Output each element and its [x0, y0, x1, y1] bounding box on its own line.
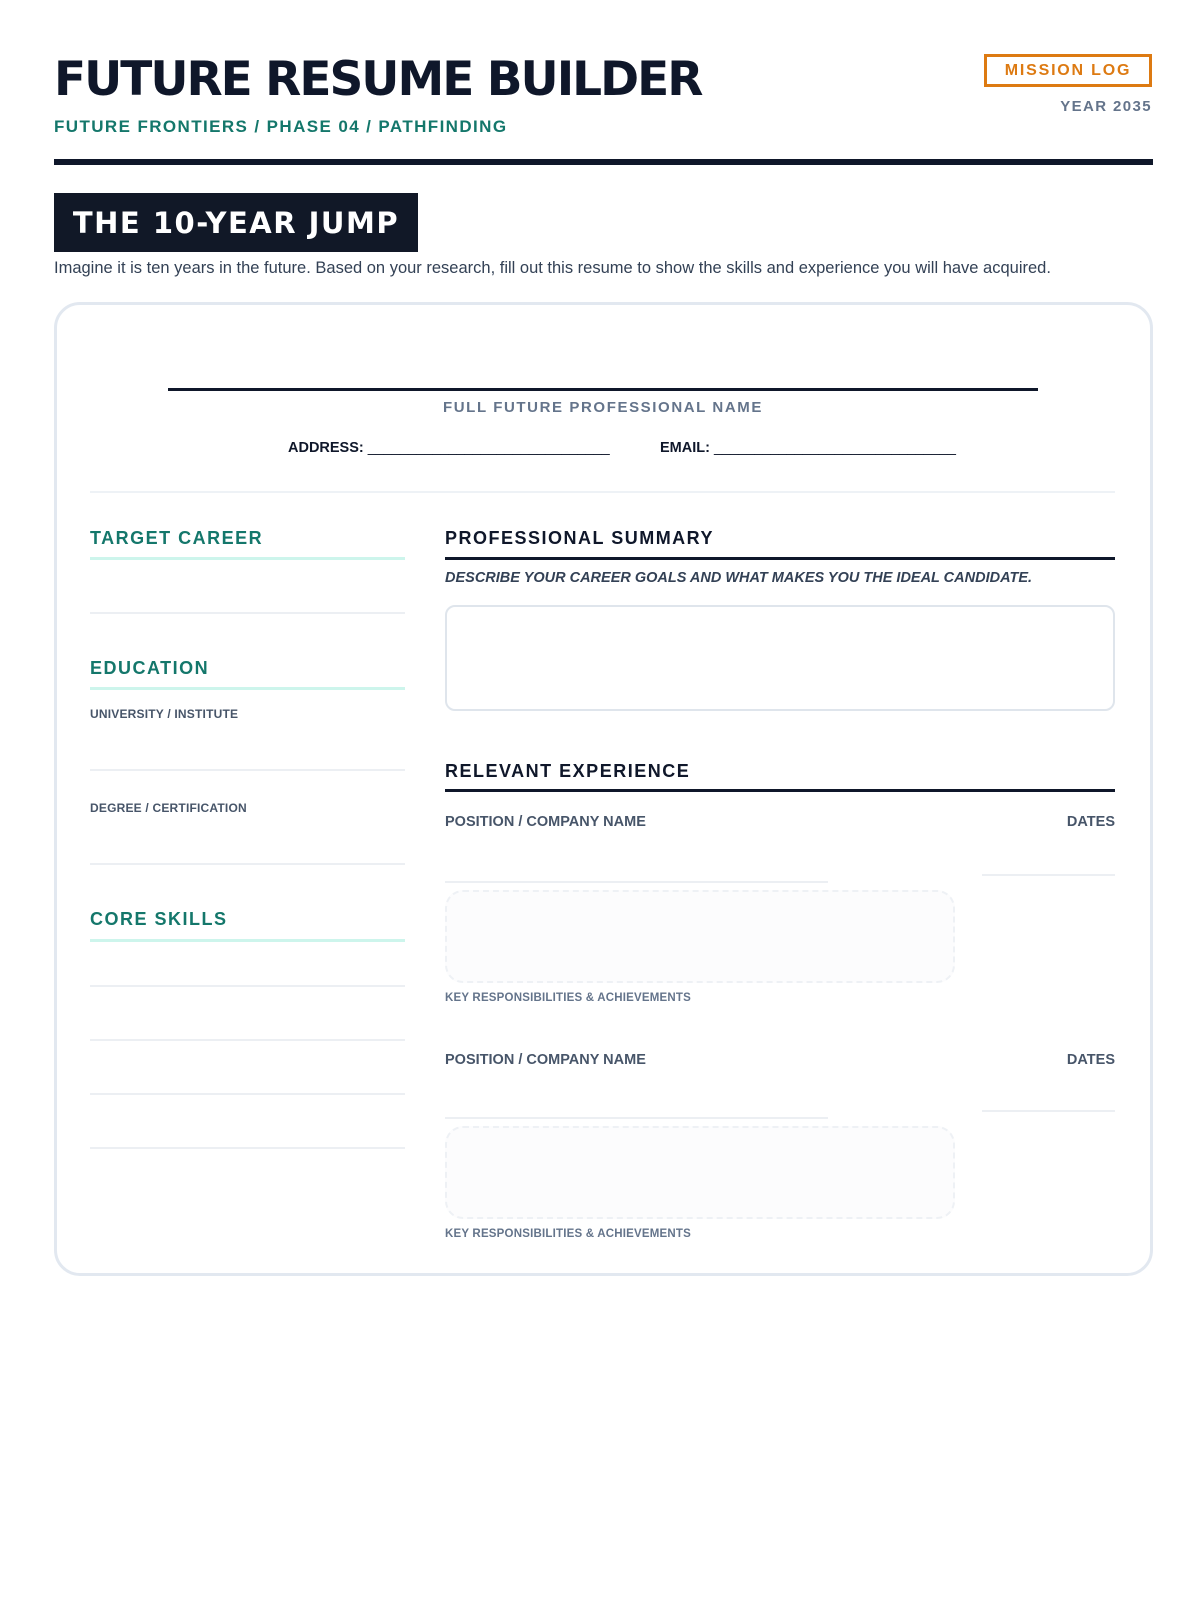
email-field[interactable]: [660, 440, 956, 456]
name-input-line[interactable]: [168, 388, 1038, 391]
education-heading: EDUCATION: [90, 658, 210, 678]
position-label: POSITION / COMPANY NAME: [445, 814, 646, 830]
experience-rule: [445, 789, 1115, 792]
responsibilities-label: KEY RESPONSIBILITIES & ACHIEVEMENTS: [445, 992, 691, 1004]
section-banner: THE 10-YEAR JUMP: [54, 193, 418, 252]
responsibilities-label: KEY RESPONSIBILITIES & ACHIEVEMENTS: [445, 1228, 691, 1240]
email-blank[interactable]: ______________________________: [713, 440, 956, 456]
summary-prompt: DESCRIBE YOUR CAREER GOALS AND WHAT MAKES YOU THE IDEAL CANDIDATE.: [445, 570, 1033, 586]
core-skills-heading: CORE SKILLS: [90, 909, 228, 929]
skill-input-line[interactable]: [90, 985, 405, 987]
page-title: FUTURE RESUME BUILDER: [54, 52, 702, 107]
education-rule: [90, 687, 405, 690]
mission-log-badge: MISSION LOG: [984, 54, 1152, 87]
dates-input-line[interactable]: [982, 874, 1115, 876]
position-label: POSITION / COMPANY NAME: [445, 1052, 646, 1068]
position-input-line[interactable]: [445, 1117, 828, 1119]
skill-input-line[interactable]: [90, 1147, 405, 1149]
dates-label: DATES: [1066, 814, 1115, 830]
instructions-text: Imagine it is ten years in the future. Based on your research, fill out this resume to show the skills and experience you will have acquired.: [54, 259, 1051, 277]
target-career-input-line[interactable]: [90, 612, 405, 614]
degree-input-line[interactable]: [90, 863, 405, 865]
position-input-line[interactable]: [445, 881, 828, 883]
address-label: ADDRESS:: [288, 440, 364, 456]
dates-label: DATES: [1066, 1052, 1115, 1068]
relevant-experience-heading: RELEVANT EXPERIENCE: [445, 761, 691, 781]
header-divider: [54, 159, 1153, 165]
email-label: EMAIL:: [660, 440, 710, 456]
target-career-heading: TARGET CAREER: [90, 528, 264, 548]
degree-label: DEGREE / CERTIFICATION: [90, 801, 247, 815]
responsibilities-textbox[interactable]: [445, 1126, 955, 1219]
core-skills-rule: [90, 939, 405, 942]
address-blank[interactable]: ______________________________: [367, 440, 610, 456]
card-divider: [90, 491, 1115, 493]
university-input-line[interactable]: [90, 769, 405, 771]
target-career-rule: [90, 557, 405, 560]
university-label: UNIVERSITY / INSTITUTE: [90, 707, 239, 721]
year-label: YEAR 2035: [1060, 98, 1152, 115]
skill-input-line[interactable]: [90, 1039, 405, 1041]
summary-textbox[interactable]: [445, 605, 1115, 711]
summary-rule: [445, 557, 1115, 560]
professional-summary-heading: PROFESSIONAL SUMMARY: [445, 528, 715, 548]
page-subtitle: FUTURE FRONTIERS / PHASE 04 / PATHFINDING: [54, 117, 508, 136]
skill-input-line[interactable]: [90, 1093, 405, 1095]
responsibilities-textbox[interactable]: [445, 890, 955, 983]
name-field-label: FULL FUTURE PROFESSIONAL NAME: [442, 399, 764, 416]
address-field[interactable]: [288, 440, 610, 456]
dates-input-line[interactable]: [982, 1110, 1115, 1112]
